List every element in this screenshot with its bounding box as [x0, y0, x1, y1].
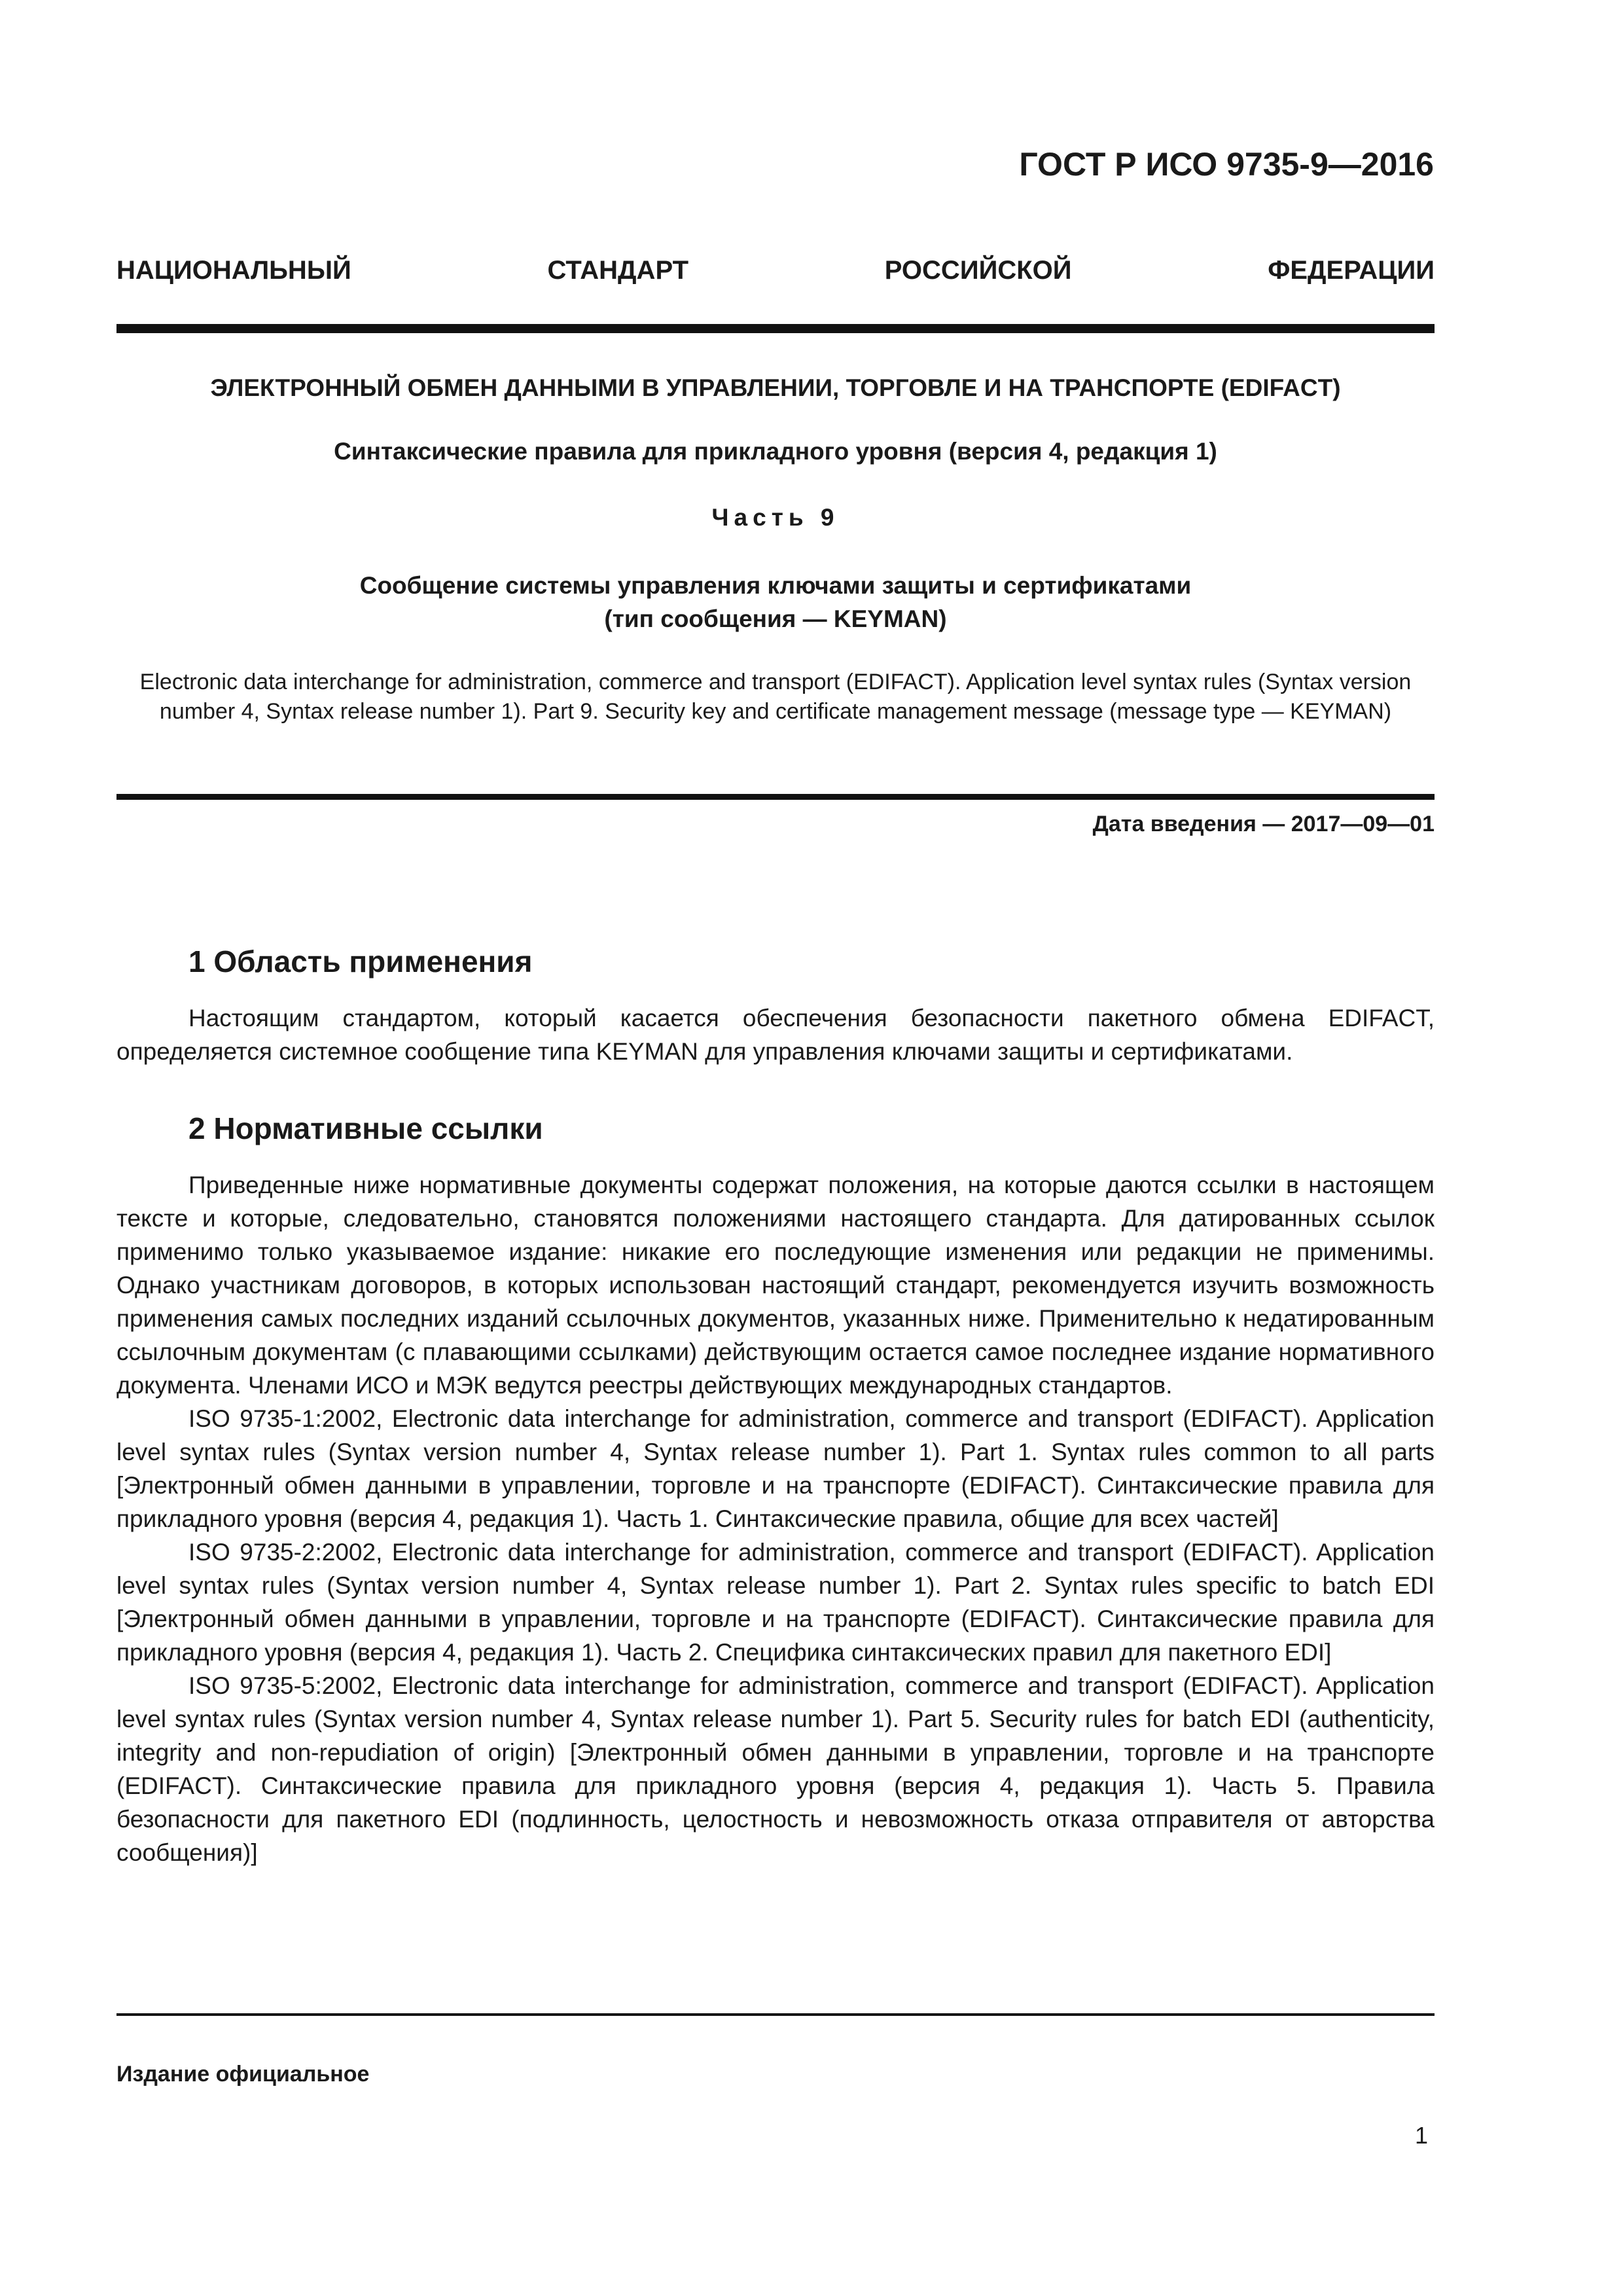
english-title: Electronic data interchange for administration, commerce and transport (EDIFACT). Application level syntax rules (Syntax version number 4, Syntax release number 1). Part 9. Security key and certificate management message (message type — KEYMAN) — [139, 670, 1412, 724]
introduction-date: Дата введения — 2017—09—01 — [1092, 812, 1435, 836]
section-1-paragraph: Настоящим стандартом, который касается обеспечения безопасности пакетного обмена EDIFACT, определяется системное сообщение типа KEYMAN для управления ключами защиты и сертификатами. — [116, 1005, 1435, 1065]
section-2-reference-iso-9735-1: ISO 9735-1:2002, Electronic data interchange for administration, commerce and transport (EDIFACT). Application level syntax rules (Syntax version number 4, Syntax release number 1). Part 1. Syntax rules common to all parts [Электронный обмен данными в управлении, торговле и на транспорте (EDIFACT). Синтаксические правила для прикладного уровня (версия 4, редакция 1). Часть 1. Синтаксические правила, общие для всех частей] — [116, 1405, 1435, 1532]
document-code: ГОСТ Р ИСО 9735-9—2016 — [1019, 146, 1434, 183]
section-2-reference-iso-9735-2: ISO 9735-2:2002, Electronic data interchange for administration, commerce and transport (EDIFACT). Application level syntax rules (Syntax version number 4, Syntax release number 1). Part 2. Syntax rules specific to batch EDI [Электронный обмен данными в управлении, торговле и на транспорте (EDIFACT). Синтаксические правила для прикладного уровня (версия 4, редакция 1). Часть 2. Специфика синтаксических правил для пакетного EDI] — [116, 1539, 1435, 1666]
section-1-body — [116, 1001, 1435, 1068]
footer-divider — [116, 2013, 1435, 2016]
official-edition-label: Издание официальное — [116, 2062, 370, 2087]
section-2-heading: 2 Нормативные ссылки — [188, 1111, 543, 1145]
title-line-2: Синтаксические правила для прикладного уровня (версия 4, редакция 1) — [334, 438, 1217, 465]
middle-thick-divider — [116, 794, 1435, 800]
section-2-reference-iso-9735-5: ISO 9735-5:2002, Electronic data interchange for administration, commerce and transport (EDIFACT). Application level syntax rules (Syntax version number 4, Syntax release number 1). Part 5. Security rules for batch EDI (authenticity, integrity and non-repudiation of origin) [Электронный обмен данными в управлении, торговле и на транспорте (EDIFACT). Синтаксические правила для прикладного уровня (версия 4, редакция 1). Часть 5. Правила безопасности для пакетного EDI (подлинность, целостность и невозможность отказа отправителя от авторства сообщения)] — [116, 1672, 1435, 1866]
section-2-paragraph-intro: Приведенные ниже нормативные документы содержат положения, на которые даются ссылки в настоящем тексте и которые, следовательно, становятся положениями настоящего стандарта. Для датированных ссылок применимо только указываемое издание: никакие его последующие изменения или редакции не применимы. Однако участникам договоров, в которых использован настоящий стандарт, рекомендуется изучить возможность применения самых последних изданий ссылочных документов, указанных ниже. Применительно к недатированным ссылочным документам (с плавающими ссылками) действующим остается самое последнее издание нормативного документа. Членами ИСО и МЭК ведутся реестры действующих международных стандартов. — [116, 1172, 1435, 1399]
subtitle-line-2: (тип сообщения — KEYMAN) — [604, 605, 947, 632]
subtitle-block — [116, 569, 1435, 636]
title-line-1: ЭЛЕКТРОННЫЙ ОБМЕН ДАННЫМИ В УПРАВЛЕНИИ, ТОРГОВЛЕ И НА ТРАНСПОРТЕ (EDIFACT) — [210, 374, 1341, 401]
part-label: Часть 9 — [711, 504, 840, 531]
section-2-body — [116, 1168, 1435, 1869]
top-thick-divider — [116, 324, 1435, 333]
national-standard-banner: НАЦИОНАЛЬНЫЙ СТАНДАРТ РОССИЙСКОЙ ФЕДЕРАЦИИ — [116, 256, 1435, 285]
page-number: 1 — [1414, 2122, 1428, 2149]
subtitle-line-1: Сообщение системы управления ключами защиты и сертификатами — [359, 572, 1192, 599]
section-1-heading: 1 Область применения — [188, 944, 533, 978]
